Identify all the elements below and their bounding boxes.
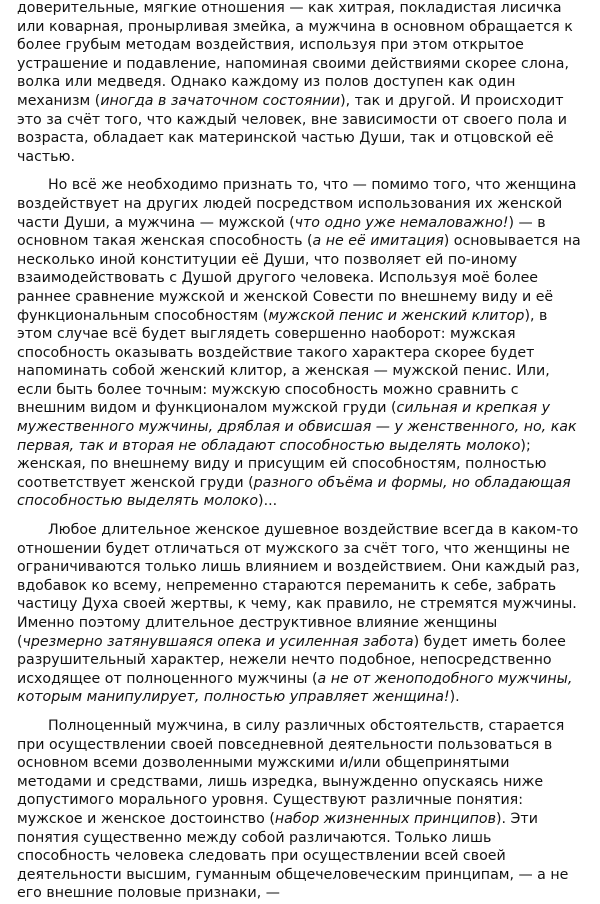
paragraph-3-italic-2: а не от женоподобного мужчины, которым манипулирует, полностью управляет женщина! — [17, 670, 573, 706]
paragraph-4-italic-1: набор жизненных принципов — [274, 810, 496, 827]
paragraph-3-text-2: ) будет иметь более разрушительный характер, нежели нечто подобное, непосредственно исходящее от полноценного мужчины ( — [17, 633, 566, 687]
paragraph-2-text-2: ) — в основном такая женская способность ( — [17, 214, 546, 250]
paragraph-2-italic-4: сильная и крепкая у мужественного мужчины, дряблая и обвисшая — у женственного, но, как первая, так и вторая не обладают способностью выделять молоко — [17, 400, 577, 454]
paragraph-2-text-6: )... — [258, 493, 278, 510]
paragraph-1 — [17, 0, 582, 166]
paragraph-3-italic-1: чрезмерно затянувшаяся опека и усиленная забота — [22, 633, 414, 650]
paragraph-2-text-1: Но всё же необходимо признать то, что — помимо того, что женщина воздействует на других людей посредством использования их женской части Души, а мужчина — мужской ( — [17, 177, 577, 231]
paragraph-2-italic-3: мужской пенис и женский клитор — [268, 307, 525, 324]
paragraph-4-text-1: Полноценный мужчина, в силу различных обстоятельств, старается при осуществлении своей повседневной деятельности пользоваться в основном всеми дозволенными мужскими и/или общепринятыми методами и средствами, лишь изредка, вынужденно опускаясь ниже допустимого морального уровня. Существуют различные понятия: мужское и женское достоинство ( — [17, 717, 565, 827]
paragraph-2 — [17, 176, 582, 511]
paragraph-2-italic-1: что одно уже немаловажно! — [294, 214, 509, 231]
paragraph-2-text-5: ); женская, по внешнему виду и присущим ей способностям, полностью соответствует женской груди ( — [17, 437, 547, 491]
paragraph-2-text-4: ), в этом случае всё будет выглядеть совершенно наоборот: мужская способность оказывать воздействие такого характера скорее будет напоминать собой женский клитор, а женская — мужской пенис. Или, если быть более точным: мужскую способность можно сравнить с внешним видом и функционалом мужской груди ( — [17, 307, 550, 417]
paragraph-1-italic-1: иногда в зачаточном состоянии — [100, 92, 341, 109]
paragraph-3-text-1: Любое длительное женское душевное воздействие всегда в каком-то отношении будет отличаться от мужского за счёт того, что женщины не ограничиваются только лишь влиянием и воздействием. Они каждый раз, вдобавок ко всему, непременно стараются переманить к себе, забрать частицу Духа своей жертвы, к чему, как правило, не стремятся мужчины. Именно поэтому длительное деструктивное влияние женщины ( — [17, 522, 580, 650]
paragraph-2-italic-5: разного объёма и формы, но обладающая способностью выделять молоко — [17, 474, 571, 510]
paragraph-4-text-2: ). Эти понятия существенно между собой различаются. Только лишь способность человека следовать при осуществлении всей своей деятельности высшим, гуманным общечеловеческим принципам, — а не его внешние половые признаки, — — [17, 810, 569, 902]
paragraph-1-text-2: ), так и другой. И происходит это за счёт того, что каждый человек, вне зависимости от своего пола и возраста, обладает как материнской частью Души, так и отцовской её частью. — [17, 92, 567, 165]
paragraph-1-text-1: доверительные, мягкие отношения — как хитрая, покладистая лисичка или коварная, пронырливая змейка, а мужчина в основном обращается к более грубым методам воздействия, используя при этом открытое устрашение и подавление, напоминая своими действиями скорее слона, волка или медведя. Однако каждому из полов доступен как один механизм ( — [17, 0, 573, 109]
paragraph-2-text-3: ) основывается на несколько иной конституции её Души, что позволяет ей по-иному взаимодействовать с Душой другого человека. Используя моё более раннее сравнение мужской и женской Совести по внешнему виду и её функциональным способностям ( — [17, 233, 581, 324]
paragraph-3-text-3: ). — [449, 689, 460, 706]
paragraph-3 — [17, 521, 582, 707]
paragraph-2-italic-2: а не её имитация — [312, 233, 444, 250]
paragraph-4 — [17, 717, 582, 903]
